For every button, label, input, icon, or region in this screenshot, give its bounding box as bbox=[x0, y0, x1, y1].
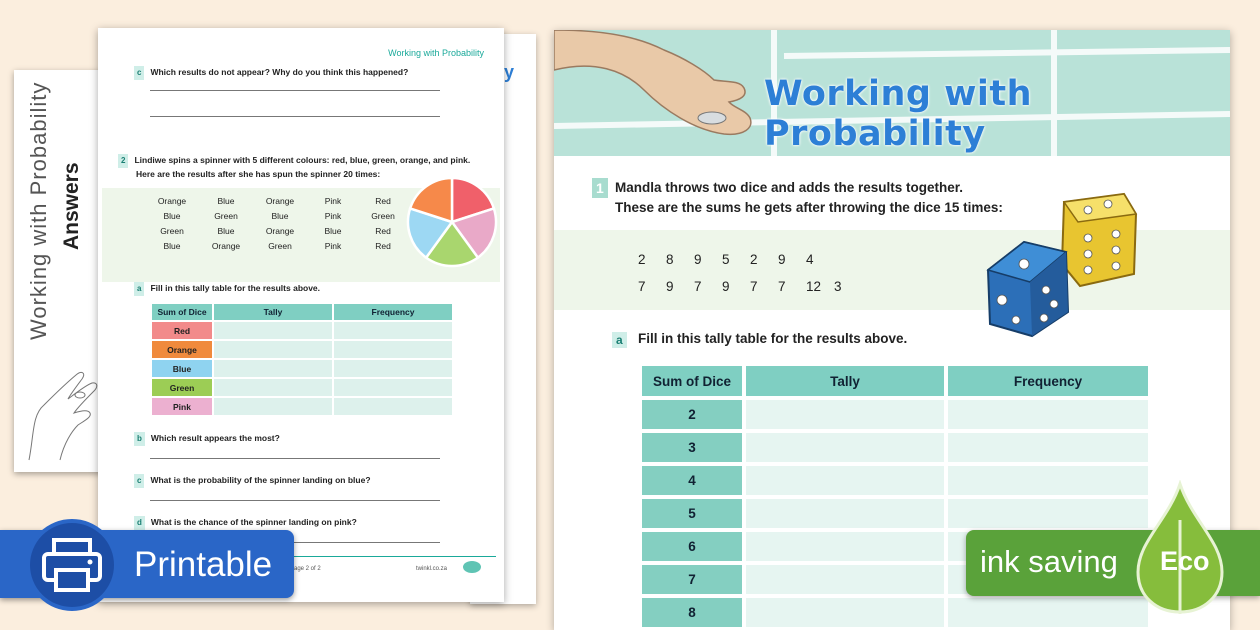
spinner-result: Green bbox=[268, 241, 292, 251]
frequency-cell[interactable] bbox=[948, 400, 1148, 429]
dice-sums-row bbox=[638, 273, 862, 300]
middle-sheet-partial-title: y bbox=[504, 62, 515, 82]
answer-line bbox=[150, 90, 440, 91]
sum-label-cell: 5 bbox=[642, 499, 742, 528]
colour-label-cell: Orange bbox=[152, 341, 212, 358]
spinner-result: Blue bbox=[324, 226, 342, 236]
sheet-header: Working with Probability bbox=[388, 48, 484, 58]
dice-sums-row bbox=[638, 246, 862, 273]
footer-page-number: age 2 of 2 bbox=[294, 566, 321, 572]
question-badge: c bbox=[134, 66, 144, 80]
tally-cell[interactable] bbox=[214, 379, 332, 396]
tally-cell[interactable] bbox=[746, 598, 944, 627]
table-header: Sum of Dice bbox=[642, 366, 742, 396]
spinner-result: Pink bbox=[324, 241, 342, 251]
question-badge: 2 bbox=[118, 154, 128, 168]
answer-line bbox=[150, 458, 440, 459]
question-number-badge: 1 bbox=[592, 178, 608, 198]
spinner-result: Blue bbox=[163, 241, 181, 251]
question-badge: b bbox=[134, 432, 145, 446]
spinner-result: Blue bbox=[217, 226, 235, 236]
printer-icon bbox=[40, 536, 104, 596]
spinner-result: Green bbox=[371, 211, 395, 221]
dice-sum-value: 9 bbox=[666, 279, 674, 294]
spinner-result: Orange bbox=[157, 196, 187, 206]
table-row bbox=[152, 398, 452, 415]
colour-tally-table bbox=[150, 302, 454, 417]
question-text: Fill in this tally table for the results above. bbox=[638, 331, 908, 346]
tally-cell[interactable] bbox=[214, 398, 332, 415]
dice-sum-value: 7 bbox=[778, 279, 786, 294]
spinner-result: Red bbox=[375, 241, 391, 251]
question-text: Fill in this tally table for the results above. bbox=[150, 283, 321, 293]
dice-sum-value: 9 bbox=[722, 279, 730, 294]
dice-sum-value: 2 bbox=[750, 252, 758, 267]
frequency-cell[interactable] bbox=[334, 360, 452, 377]
frequency-cell[interactable] bbox=[334, 398, 452, 415]
dice-sum-value: 3 bbox=[834, 279, 842, 294]
table-row bbox=[642, 598, 1148, 627]
spinner-result: Pink bbox=[324, 211, 342, 221]
spinner-result: Pink bbox=[324, 196, 342, 206]
dice-sum-value: 2 bbox=[638, 252, 646, 267]
sum-label-cell: 8 bbox=[642, 598, 742, 627]
question-badge: a bbox=[134, 282, 144, 296]
tally-cell[interactable] bbox=[746, 499, 944, 528]
colour-label-cell: Red bbox=[152, 322, 212, 339]
question-text: Mandla throws two dice and adds the results together. bbox=[615, 180, 964, 195]
question-c bbox=[134, 474, 371, 488]
frequency-cell[interactable] bbox=[948, 433, 1148, 462]
spinner-result: Orange bbox=[211, 241, 241, 251]
spinner-result: Orange bbox=[265, 196, 295, 206]
question-text: Which results do not appear? Why do you think this happened? bbox=[150, 67, 409, 77]
table-row bbox=[152, 322, 452, 339]
question-text: What is the chance of the spinner landing on pink? bbox=[150, 517, 357, 527]
answer-line bbox=[150, 500, 440, 501]
dice-sums bbox=[638, 246, 862, 300]
dice-sum-value: 7 bbox=[638, 279, 646, 294]
colour-label-cell: Pink bbox=[152, 398, 212, 415]
question-text: Which result appears the most? bbox=[150, 433, 280, 443]
frequency-cell[interactable] bbox=[948, 499, 1148, 528]
colour-label-cell: Green bbox=[152, 379, 212, 396]
sum-label-cell: 7 bbox=[642, 565, 742, 594]
spinner-result: Green bbox=[214, 211, 238, 221]
spinner-result: Red bbox=[375, 196, 391, 206]
hand-coin-icon bbox=[554, 30, 764, 142]
table-header: Sum of Dice bbox=[152, 304, 212, 320]
question-text: What is the probability of the spinner landing on blue? bbox=[150, 475, 371, 485]
tally-cell[interactable] bbox=[746, 466, 944, 495]
answers-sheet-title: Working with Probability bbox=[26, 81, 51, 340]
spinner-result: Blue bbox=[163, 211, 181, 221]
question-b bbox=[134, 432, 280, 446]
dice-sum-value: 12 bbox=[806, 279, 822, 294]
table-header: Tally bbox=[746, 366, 944, 396]
table-row bbox=[642, 433, 1148, 462]
table-row bbox=[152, 360, 452, 377]
tally-cell[interactable] bbox=[746, 532, 944, 561]
tally-cell[interactable] bbox=[746, 433, 944, 462]
spinner-result: Red bbox=[375, 226, 391, 236]
dice-sum-value: 5 bbox=[722, 252, 730, 267]
dice-sum-value: 8 bbox=[666, 252, 674, 267]
answer-line bbox=[150, 116, 440, 117]
frequency-cell[interactable] bbox=[334, 322, 452, 339]
tally-cell[interactable] bbox=[214, 360, 332, 377]
dice-sum-value: 9 bbox=[694, 252, 702, 267]
spinner-pie-chart bbox=[404, 174, 500, 270]
question-c-top bbox=[134, 66, 408, 80]
tally-cell[interactable] bbox=[746, 565, 944, 594]
table-row bbox=[152, 341, 452, 358]
table-row bbox=[642, 466, 1148, 495]
dice-sum-value: 9 bbox=[778, 252, 786, 267]
question-text-line2: These are the sums he gets after throwing the dice 15 times: bbox=[615, 200, 1003, 215]
question-1 bbox=[615, 178, 1003, 218]
spinner-results-grid bbox=[144, 196, 408, 251]
question-text-line2: Here are the results after she has spun the spinner 20 times: bbox=[136, 169, 381, 179]
sum-label-cell: 3 bbox=[642, 433, 742, 462]
dice-sum-value: 4 bbox=[806, 252, 814, 267]
table-row bbox=[152, 379, 452, 396]
table-row bbox=[642, 499, 1148, 528]
sum-label-cell: 6 bbox=[642, 532, 742, 561]
question-text: Lindiwe spins a spinner with 5 different colours: red, blue, green, orange, and pink. bbox=[134, 155, 471, 165]
page-title: Working with Probability bbox=[764, 74, 1033, 154]
question-d bbox=[134, 516, 357, 530]
question-a bbox=[134, 282, 320, 296]
hand-sketch-icon bbox=[24, 355, 104, 465]
ink-saving-label: ink saving bbox=[980, 544, 1118, 579]
footer-url: twinkl.co.za bbox=[416, 566, 448, 572]
spinner-result: Blue bbox=[271, 211, 289, 221]
question-badge: a bbox=[612, 332, 627, 348]
tally-cell[interactable] bbox=[214, 322, 332, 339]
dice-icon bbox=[984, 190, 1144, 340]
spinner-result: Blue bbox=[217, 196, 235, 206]
printable-label: Printable bbox=[134, 545, 273, 584]
worksheet-page-2 bbox=[98, 28, 504, 602]
spinner-result: Green bbox=[160, 226, 184, 236]
dice-sum-value: 7 bbox=[750, 279, 758, 294]
eco-label: Eco bbox=[1160, 546, 1210, 576]
table-header: Frequency bbox=[334, 304, 452, 320]
frequency-cell[interactable] bbox=[334, 379, 452, 396]
sum-label-cell: 2 bbox=[642, 400, 742, 429]
tally-cell[interactable] bbox=[746, 400, 944, 429]
colour-label-cell: Blue bbox=[152, 360, 212, 377]
sum-label-cell: 4 bbox=[642, 466, 742, 495]
dice-sum-value: 7 bbox=[694, 279, 702, 294]
question-badge: c bbox=[134, 474, 144, 488]
tally-cell[interactable] bbox=[214, 341, 332, 358]
table-header: Tally bbox=[214, 304, 332, 320]
frequency-cell[interactable] bbox=[334, 341, 452, 358]
frequency-cell[interactable] bbox=[948, 598, 1148, 627]
spinner-result: Orange bbox=[265, 226, 295, 236]
table-header: Frequency bbox=[948, 366, 1148, 396]
brand-logo-icon bbox=[462, 560, 482, 574]
answers-sheet-subtitle: Answers bbox=[60, 162, 83, 250]
frequency-cell[interactable] bbox=[948, 466, 1148, 495]
table-row bbox=[642, 400, 1148, 429]
question-badge: d bbox=[134, 516, 145, 530]
